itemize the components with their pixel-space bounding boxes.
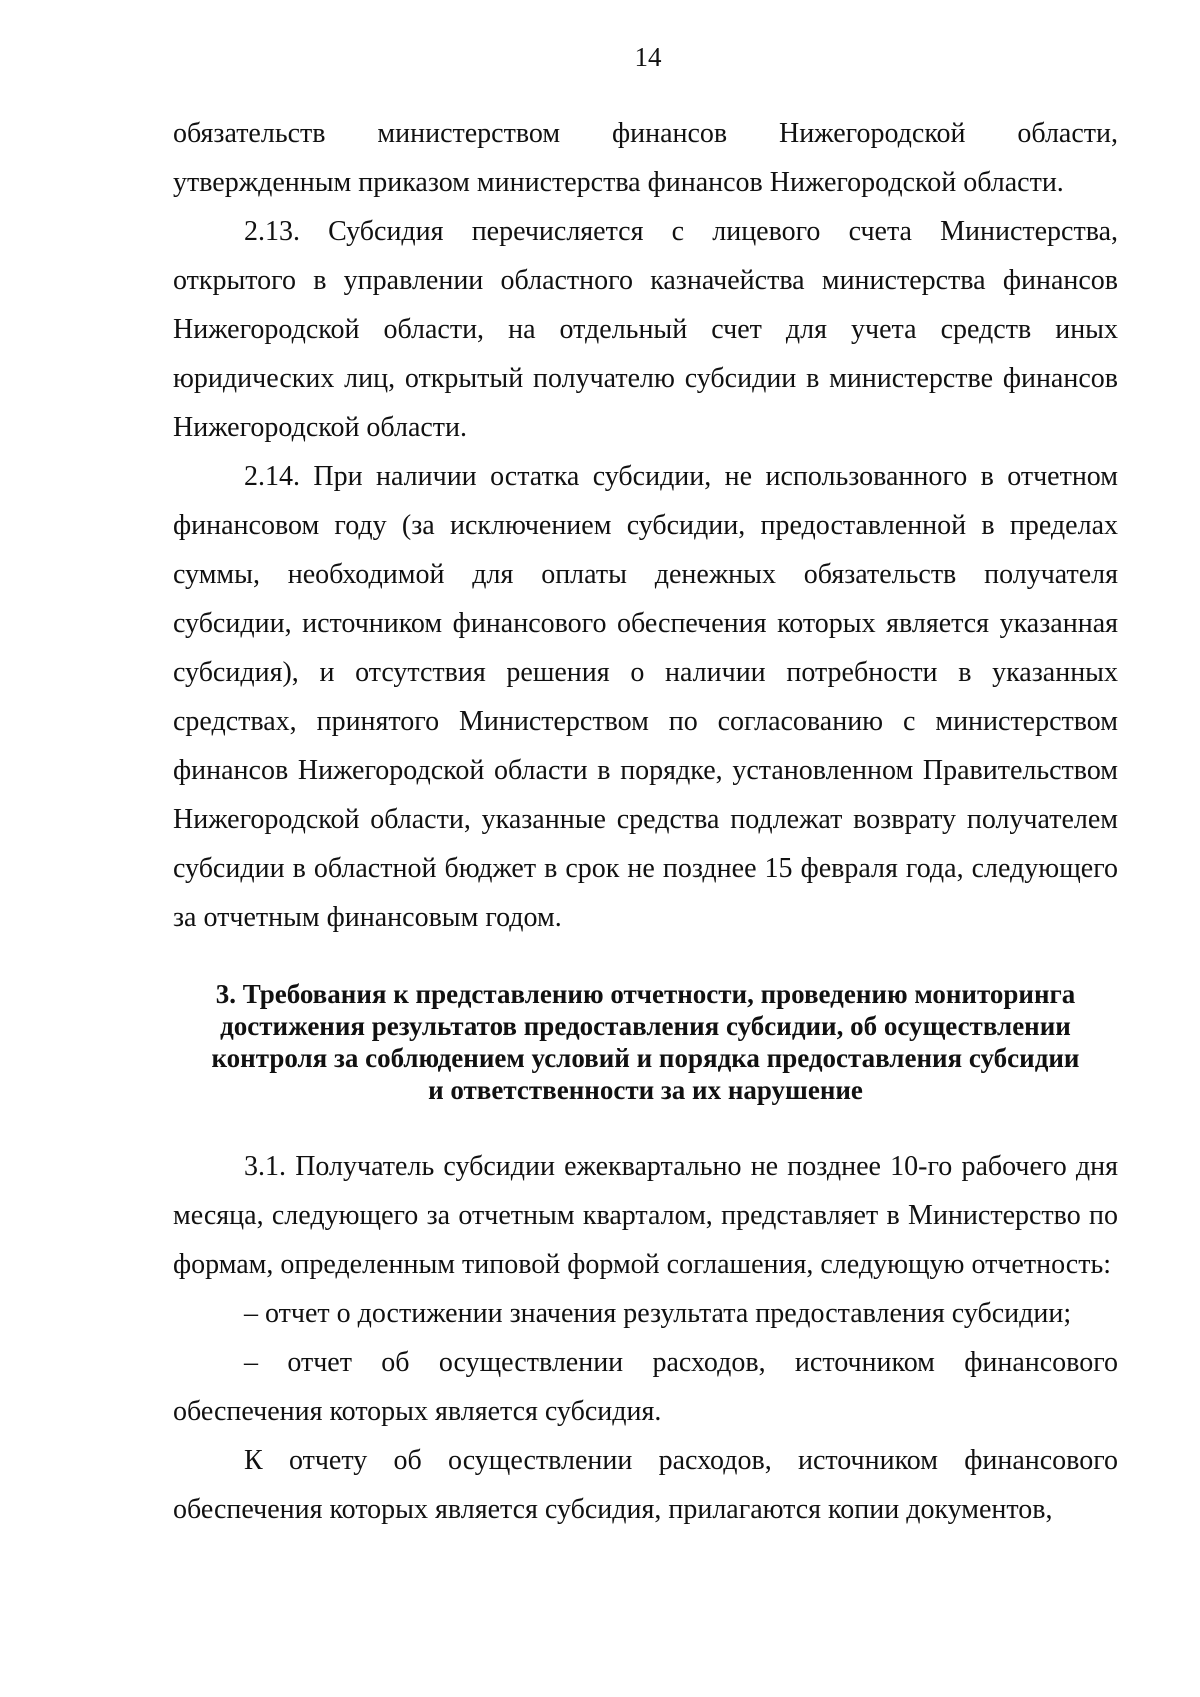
list-item-report-expenses: – отчет об осуществлении расходов, источником финансового обеспечения которых является субсидия. xyxy=(173,1347,1118,1427)
paragraph-continuation: обязательств министерством финансов Нижегородской области, утвержденным приказом министерства финансов Нижегородской области. xyxy=(173,118,1118,198)
paragraph-2-14: 2.14. При наличии остатка субсидии, не использованного в отчетном финансовом году (за исключением субсидии, предоставленной в пределах суммы, необходимой для оплаты денежных обязательств получателя субсидии, источником финансового обеспечения которых является указанная субсидия), и отсутствия решения о наличии потребности в указанных средствах, принятого Министерством по согласованию с министерством финансов Нижегородской области в порядке, установленном Правительством Нижегородской области, указанные средства подлежат возврату получателем субсидии в областной бюджет в срок не позднее 15 февраля года, следующего за отчетным финансовым годом. xyxy=(173,461,1118,933)
section-3-heading xyxy=(173,978,1118,1106)
list-item-report-result: – отчет о достижении значения результата предоставления субсидии; xyxy=(244,1298,1072,1329)
heading-line: 3. Требования к представлению отчетности, проведению мониторинга xyxy=(215,979,1076,1009)
heading-line: и ответственности за их нарушение xyxy=(428,1075,863,1105)
paragraph-3-1: 3.1. Получатель субсидии ежеквартально не позднее 10-го рабочего дня месяца, следующего за отчетным кварталом, представляет в Министерство по формам, определенным типовой формой соглашения, следующую отчетность: xyxy=(173,1151,1118,1280)
section-3-text xyxy=(173,1142,1118,1534)
page-number: 14 xyxy=(634,42,662,72)
section-2-text xyxy=(173,109,1118,942)
heading-line: контроля за соблюдением условий и порядка предоставления субсидии xyxy=(211,1043,1080,1073)
paragraph-2-13: 2.13. Субсидия перечисляется с лицевого счета Министерства, открытого в управлении областного казначейства министерства финансов Нижегородской области, на отдельный счет для учета средств иных юридических лиц, открытый получателю субсидии в министерстве финансов Нижегородской области. xyxy=(173,216,1118,443)
heading-line: достижения результатов предоставления субсидии, об осуществлении xyxy=(220,1011,1071,1041)
paragraph-attachments: К отчету об осуществлении расходов, источником финансового обеспечения которых является субсидия, прилагаются копии документов, xyxy=(173,1445,1118,1525)
